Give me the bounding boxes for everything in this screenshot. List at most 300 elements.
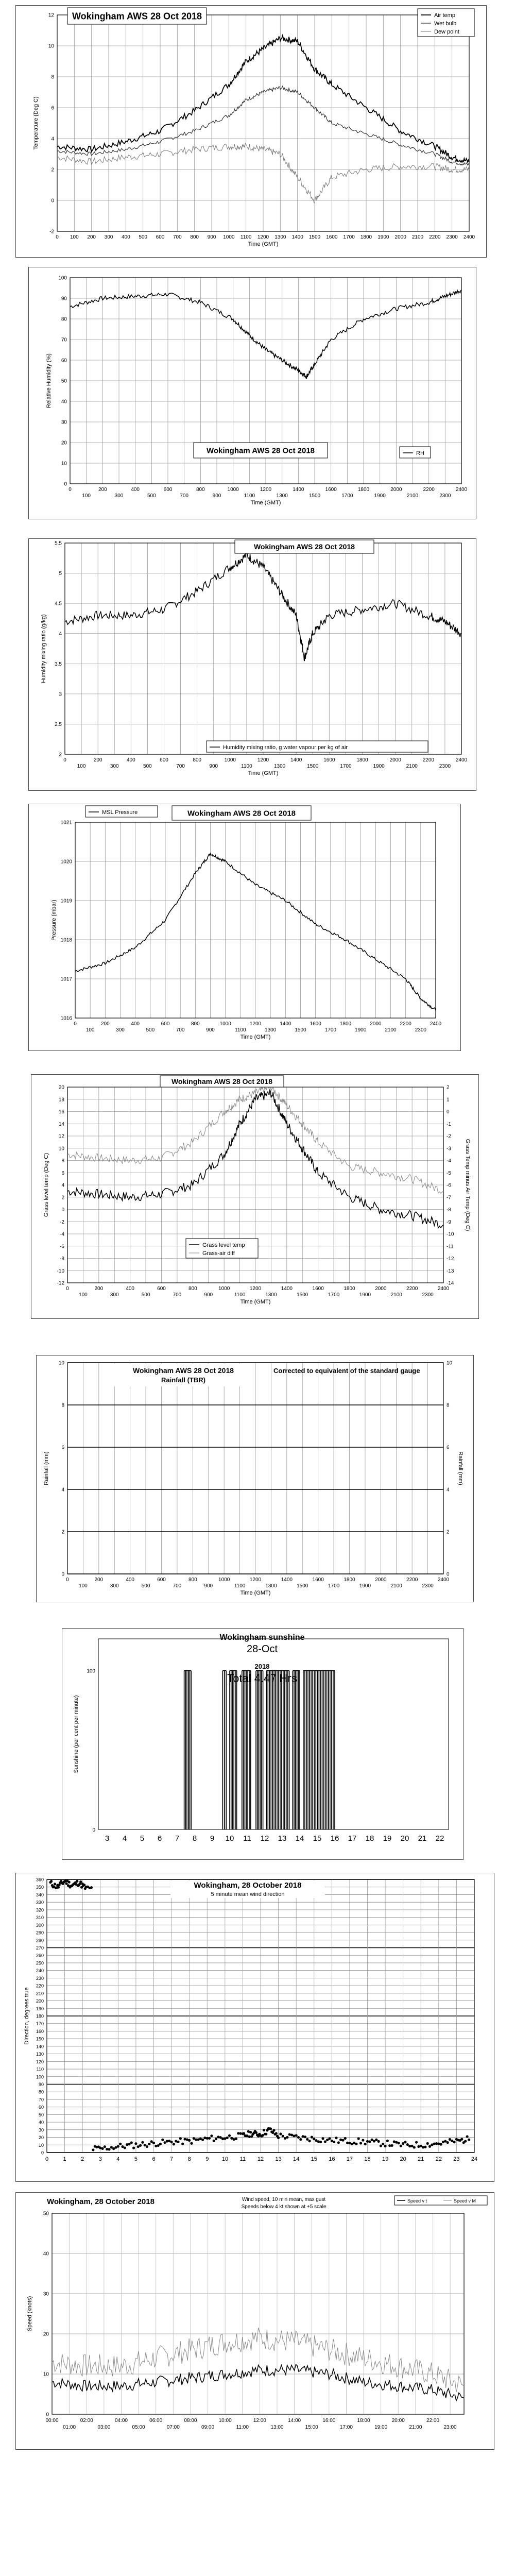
- y-tick-label: 60: [61, 358, 67, 364]
- x-tick-label: 17:00: [339, 2425, 353, 2430]
- x-tick-label: 1600: [310, 1021, 321, 1027]
- x-tick-label: 3: [105, 1834, 110, 1843]
- x-axis-label: Time (GMT): [240, 1299, 271, 1305]
- x-tick-label: 300: [110, 1292, 119, 1298]
- x-tick-label: 19:00: [374, 2425, 388, 2430]
- x-tick-label: 1900: [359, 1292, 371, 1298]
- y-tick-label: 30: [61, 419, 67, 426]
- pressure-chart: [29, 804, 459, 1049]
- direction-point: [228, 2134, 231, 2137]
- wind-speed-chart: [16, 2193, 493, 2448]
- y-tick-label: 3: [59, 691, 62, 698]
- x-tick-label: 700: [176, 764, 185, 769]
- direction-point: [101, 2147, 104, 2150]
- x-tick-label: 1900: [373, 764, 385, 769]
- x-tick-label: 10: [221, 2156, 228, 2162]
- y-tick-label: 350: [36, 1885, 44, 1890]
- x-tick-label: 1200: [257, 757, 269, 763]
- y-tick-label: 20: [58, 1084, 64, 1091]
- x-tick-label: 0: [56, 234, 59, 240]
- x-tick-label: 13:00: [270, 2425, 284, 2430]
- direction-point: [304, 2136, 306, 2138]
- y-tick-label: 130: [36, 2052, 44, 2057]
- y-tick-label: 170: [36, 2021, 44, 2027]
- y2-tick-label: 1: [447, 1097, 450, 1103]
- y-axis-label: Pressure (mbar): [51, 900, 57, 941]
- y-tick-label: 10: [61, 461, 67, 467]
- x-axis-label: Time (GMT): [248, 770, 279, 776]
- direction-point: [341, 2139, 344, 2142]
- y-tick-label: 12: [58, 1133, 64, 1140]
- y-tick-label: 6: [61, 1170, 64, 1176]
- x-tick-label: 1600: [325, 487, 337, 493]
- y-tick-label: 0: [61, 1571, 64, 1578]
- direction-point: [328, 2137, 331, 2140]
- x-tick-label: 1400: [293, 487, 304, 493]
- x-tick-label: 2000: [389, 757, 401, 763]
- y-tick-label: 8: [51, 74, 54, 80]
- y-tick-label: 200: [36, 1998, 44, 2004]
- x-tick-label: 22: [435, 2156, 442, 2162]
- x-tick-label: 23:00: [443, 2425, 457, 2430]
- x-tick-label: 4: [116, 2156, 120, 2162]
- y2-tick-label: -10: [447, 1231, 454, 1238]
- x-tick-label: 400: [126, 1286, 135, 1292]
- x-tick-label: 1700: [324, 1027, 336, 1033]
- x-tick-label: 22: [435, 1834, 444, 1843]
- x-tick-label: 1200: [249, 1577, 262, 1583]
- direction-point: [413, 2146, 416, 2148]
- chart-subtitle: Rainfall (TBR): [161, 1376, 205, 1384]
- direction-point: [210, 2134, 213, 2137]
- y-tick-label: 0: [46, 2412, 49, 2418]
- y-tick-label: 2: [59, 752, 62, 758]
- direction-point: [384, 2145, 386, 2147]
- y-tick-label: 40: [38, 2120, 44, 2125]
- x-tick-label: 1600: [323, 757, 335, 763]
- x-tick-label: 1400: [281, 1286, 293, 1292]
- x-tick-label: 1300: [276, 493, 288, 499]
- x-tick-label: 1000: [224, 757, 236, 763]
- x-tick-label: 100: [77, 764, 86, 769]
- x-tick-label: 600: [157, 1577, 166, 1583]
- direction-point: [226, 2137, 229, 2139]
- direction-point: [337, 2141, 340, 2144]
- y-tick-label: 10: [43, 2371, 49, 2378]
- x-tick-label: 1000: [218, 1286, 230, 1292]
- y-tick-label: 280: [36, 1938, 44, 1943]
- y-tick-label: 80: [38, 2089, 44, 2095]
- x-tick-label: 8: [187, 2156, 191, 2162]
- x-tick-label: 05:00: [132, 2425, 145, 2430]
- x-tick-label: 07:00: [166, 2425, 180, 2430]
- x-tick-label: 1300: [265, 1583, 277, 1589]
- y-tick-label: 1018: [60, 937, 72, 943]
- y-tick-label: 50: [38, 2112, 44, 2117]
- x-tick-label: 0: [68, 487, 72, 493]
- legend-label: Speed v M: [454, 2198, 476, 2204]
- x-tick-label: 600: [160, 757, 168, 763]
- y2-tick-label: -12: [447, 1256, 454, 1262]
- direction-point: [203, 2137, 206, 2139]
- x-tick-label: 200: [87, 234, 96, 240]
- x-tick-label: 5: [140, 1834, 145, 1843]
- direction-point: [128, 2143, 130, 2145]
- chart-title: Wokingham AWS 28 Oct 2018: [132, 1366, 234, 1375]
- x-tick-label: 08:00: [184, 2418, 197, 2424]
- legend-box: [400, 447, 431, 458]
- direction-point: [124, 2146, 126, 2149]
- direction-point: [424, 2146, 426, 2148]
- x-tick-label: 17: [348, 1834, 357, 1843]
- y-tick-label: 360: [36, 1877, 44, 1883]
- x-tick-label: 14: [293, 2156, 300, 2162]
- x-tick-label: 7: [170, 2156, 174, 2162]
- x-tick-label: 1900: [374, 493, 386, 499]
- y2-tick-label: 0: [447, 1109, 450, 1115]
- direction-point: [299, 2138, 302, 2141]
- x-tick-label: 1100: [240, 234, 252, 240]
- direction-point: [359, 2142, 362, 2144]
- y2-tick-label: -2: [447, 1133, 451, 1140]
- chart-title: Wokingham AWS 28 Oct 2018: [72, 11, 202, 22]
- x-tick-label: 2300: [439, 764, 451, 769]
- direction-point: [282, 2134, 284, 2137]
- y2-tick-label: 8: [447, 1402, 450, 1409]
- chart-note: Speeds below 4 kt shown at +5 scale: [241, 2204, 327, 2210]
- y2-tick-label: -11: [447, 1244, 454, 1250]
- x-tick-label: 10: [225, 1834, 234, 1843]
- direction-point: [397, 2142, 400, 2144]
- x-tick-label: 900: [204, 1583, 213, 1589]
- y-tick-label: 190: [36, 2006, 44, 2011]
- direction-point: [306, 2138, 308, 2141]
- y-tick-label: 100: [36, 2074, 44, 2080]
- x-tick-label: 800: [188, 1286, 197, 1292]
- x-tick-label: 1500: [308, 493, 321, 499]
- x-tick-label: 1800: [344, 1286, 355, 1292]
- x-tick-label: 300: [114, 493, 124, 499]
- legend-label: Air temp: [434, 12, 455, 19]
- x-tick-label: 16: [329, 2156, 335, 2162]
- direction-point: [422, 2146, 424, 2148]
- x-tick-label: 2400: [437, 1286, 450, 1292]
- temperature-chart-panel: [15, 5, 487, 258]
- y-tick-label: 210: [36, 1991, 44, 1996]
- x-tick-label: 1300: [273, 764, 286, 769]
- y2-tick-label: 2: [447, 1084, 450, 1091]
- y-tick-label: 14: [58, 1121, 64, 1127]
- temperature-chart: [16, 6, 486, 256]
- legend-label: Wet bulb: [434, 21, 457, 27]
- direction-point: [313, 2138, 315, 2140]
- y-tick-label: 100: [58, 275, 67, 281]
- x-tick-label: 700: [180, 493, 189, 499]
- y-tick-label: 310: [36, 1915, 44, 1921]
- sunshine-burst: [266, 1671, 289, 1829]
- direction-point: [368, 2140, 371, 2143]
- direction-point: [190, 2142, 193, 2145]
- y-tick-label: 250: [36, 1960, 44, 1966]
- x-tick-label: 2200: [406, 1577, 418, 1583]
- x-tick-label: 12: [257, 2156, 264, 2162]
- direction-point: [428, 2145, 431, 2148]
- x-tick-label: 1100: [235, 1027, 246, 1033]
- x-tick-label: 6: [157, 1834, 162, 1843]
- y-tick-label: 220: [36, 1983, 44, 1989]
- direction-point: [464, 2140, 467, 2143]
- x-tick-label: 1300: [274, 234, 286, 240]
- y-tick-label: 2: [61, 1195, 64, 1201]
- y-axis-label: Relative Humidity (%): [46, 353, 52, 408]
- x-tick-label: 1700: [328, 1583, 340, 1589]
- direction-point: [382, 2143, 384, 2145]
- y2-tick-label: -6: [447, 1182, 451, 1189]
- y-tick-label: 300: [36, 1922, 44, 1928]
- x-tick-label: 1000: [223, 234, 235, 240]
- x-tick-label: 01:00: [63, 2425, 76, 2430]
- grass-temp-chart: [31, 1075, 477, 1317]
- y-tick-label: 290: [36, 1930, 44, 1936]
- direction-point: [355, 2143, 357, 2145]
- x-tick-label: 16: [330, 1834, 339, 1843]
- direction-point: [295, 2134, 298, 2137]
- x-tick-label: 300: [116, 1027, 125, 1033]
- direction-point: [233, 2138, 235, 2141]
- y-tick-label: 3.5: [55, 661, 62, 667]
- rainfall-chart: [37, 1355, 472, 1601]
- wind-direction-chart-panel: [15, 1873, 494, 2182]
- y-tick-label: 70: [38, 2097, 44, 2103]
- y-tick-label: 20: [43, 2331, 49, 2337]
- direction-point: [390, 2144, 393, 2147]
- x-tick-label: 1100: [234, 1292, 246, 1298]
- y-tick-label: 0: [64, 481, 67, 487]
- x-tick-label: 200: [93, 757, 102, 763]
- y2-tick-label: 4: [447, 1487, 450, 1493]
- x-tick-label: 6: [152, 2156, 156, 2162]
- x-tick-label: 19: [383, 1834, 392, 1843]
- y-tick-label: 8: [61, 1158, 64, 1164]
- y-tick-label: 8: [61, 1402, 64, 1409]
- x-tick-label: 2100: [390, 1583, 402, 1589]
- direction-point: [150, 2140, 153, 2143]
- x-tick-label: 1000: [218, 1577, 230, 1583]
- y-tick-label: 140: [36, 2044, 44, 2049]
- y-tick-label: 10: [58, 1146, 64, 1152]
- x-tick-label: 1900: [355, 1027, 367, 1033]
- x-tick-label: 1800: [356, 757, 368, 763]
- direction-point: [297, 2136, 300, 2139]
- direction-point: [132, 2147, 135, 2149]
- direction-point: [279, 2132, 282, 2135]
- x-tick-label: 02:00: [80, 2418, 93, 2424]
- x-tick-label: 500: [141, 1583, 150, 1589]
- x-tick-label: 2400: [455, 757, 468, 763]
- sunshine-burst: [242, 1671, 251, 1829]
- y-tick-label: 5.5: [55, 540, 62, 547]
- y-tick-label: 90: [38, 2082, 44, 2087]
- x-tick-label: 1: [63, 2156, 66, 2162]
- mixing-ratio-chart: [29, 539, 475, 789]
- chart-title: Wokingham AWS 28 Oct 2018: [187, 809, 296, 818]
- direction-point: [201, 2139, 204, 2141]
- x-tick-label: 400: [131, 1021, 140, 1027]
- x-tick-label: 100: [82, 493, 91, 499]
- x-tick-label: 200: [94, 1577, 104, 1583]
- x-tick-label: 300: [110, 764, 119, 769]
- x-tick-label: 2200: [422, 757, 434, 763]
- y-tick-label: -2: [49, 229, 54, 235]
- chart-title: Wokingham AWS 28 Oct 2018: [171, 1077, 273, 1086]
- y-tick-label: 2.5: [55, 721, 62, 727]
- direction-point: [154, 2145, 157, 2147]
- direction-point: [134, 2142, 137, 2145]
- direction-point: [371, 2139, 373, 2141]
- y-tick-label: 20: [38, 2135, 44, 2141]
- y-tick-label: 180: [36, 2013, 44, 2019]
- x-tick-label: 20: [400, 1834, 409, 1843]
- direction-point: [333, 2141, 335, 2143]
- x-axis-label: Time (GMT): [250, 500, 281, 506]
- direction-point: [437, 2143, 440, 2145]
- plot-area: [98, 1639, 449, 1829]
- y-tick-label: 80: [61, 316, 67, 323]
- direction-point: [54, 1883, 56, 1885]
- x-tick-label: 1100: [241, 764, 252, 769]
- direction-point: [406, 2143, 409, 2146]
- direction-point: [410, 2145, 413, 2147]
- direction-point: [440, 2143, 442, 2146]
- x-tick-label: 1300: [265, 1292, 277, 1298]
- legend-label: MSL Pressure: [102, 809, 138, 816]
- direction-point: [243, 2132, 245, 2134]
- sunshine-chart: [62, 1629, 462, 1858]
- direction-point: [104, 2145, 106, 2148]
- x-tick-label: 0: [74, 1021, 77, 1027]
- x-tick-label: 1500: [297, 1583, 308, 1589]
- direction-point: [161, 2139, 164, 2141]
- x-tick-label: 1400: [290, 757, 302, 763]
- direction-point: [417, 2145, 420, 2148]
- x-tick-label: 04:00: [114, 2418, 128, 2424]
- direction-point: [249, 2131, 252, 2133]
- x-tick-label: 0: [66, 1286, 69, 1292]
- x-tick-label: 1500: [307, 764, 319, 769]
- x-tick-label: 500: [139, 234, 148, 240]
- chart-subtitle: 28-Oct: [246, 1643, 278, 1655]
- direction-point: [265, 2133, 267, 2136]
- x-tick-label: 1900: [377, 234, 389, 240]
- x-tick-label: 15:00: [305, 2425, 318, 2430]
- y-tick-label: -8: [60, 1256, 64, 1262]
- x-tick-label: 1100: [244, 493, 255, 499]
- x-tick-label: 2300: [422, 1583, 434, 1589]
- x-tick-label: 1400: [280, 1021, 291, 1027]
- grass-temp-chart-panel: [31, 1074, 479, 1319]
- x-tick-label: 2300: [439, 493, 451, 499]
- direction-point: [217, 2136, 219, 2138]
- x-tick-label: 03:00: [97, 2425, 111, 2430]
- legend-label: Speed v t: [407, 2198, 427, 2204]
- x-tick-label: 2: [81, 2156, 84, 2162]
- x-tick-label: 0: [45, 2156, 49, 2162]
- x-tick-label: 900: [212, 493, 221, 499]
- x-tick-label: 400: [131, 487, 140, 493]
- x-tick-label: 19: [382, 2156, 389, 2162]
- direction-point: [50, 1880, 53, 1883]
- x-tick-label: 600: [161, 1021, 170, 1027]
- x-tick-label: 2100: [385, 1027, 397, 1033]
- x-tick-label: 1400: [281, 1577, 293, 1583]
- direction-point: [188, 2139, 191, 2142]
- direction-point: [344, 2137, 347, 2140]
- x-tick-label: 21: [418, 2156, 424, 2162]
- x-tick-label: 2200: [406, 1286, 418, 1292]
- x-tick-label: 2400: [437, 1577, 450, 1583]
- y-tick-label: 10: [38, 2142, 44, 2148]
- direction-point: [146, 2145, 148, 2148]
- y-tick-label: 0: [61, 1207, 64, 1213]
- direction-point: [65, 1882, 67, 1885]
- direction-point: [139, 2144, 142, 2147]
- direction-point: [141, 2141, 144, 2144]
- direction-point: [170, 2141, 173, 2143]
- y-tick-label: 4: [51, 136, 54, 142]
- x-tick-label: 300: [104, 234, 113, 240]
- x-tick-label: 20:00: [391, 2418, 405, 2424]
- x-tick-label: 700: [176, 1027, 185, 1033]
- y-tick-label: 110: [36, 2066, 44, 2072]
- x-tick-label: 1500: [308, 234, 321, 240]
- direction-point: [173, 2143, 175, 2145]
- x-tick-label: 2000: [394, 234, 406, 240]
- y-tick-label: 120: [36, 2059, 44, 2064]
- x-tick-label: 600: [163, 487, 173, 493]
- x-axis-label: Time (GMT): [248, 241, 279, 247]
- x-tick-label: 2200: [429, 234, 441, 240]
- x-tick-label: 2400: [463, 234, 475, 240]
- direction-point: [208, 2137, 211, 2140]
- x-tick-label: 21:00: [409, 2425, 422, 2430]
- direction-point: [339, 2139, 342, 2141]
- x-tick-label: 700: [173, 1583, 182, 1589]
- y2-tick-label: 2: [447, 1529, 450, 1535]
- x-tick-label: 2300: [415, 1027, 426, 1033]
- x-tick-label: 09:00: [201, 2425, 215, 2430]
- sunshine-burst: [293, 1671, 300, 1829]
- x-tick-label: 1800: [357, 487, 370, 493]
- direction-point: [415, 2141, 418, 2144]
- legend-label: Dew point: [434, 29, 459, 35]
- y2-tick-label: -13: [447, 1268, 454, 1274]
- x-tick-label: 300: [110, 1583, 119, 1589]
- x-tick-label: 22:00: [426, 2418, 440, 2424]
- y-tick-label: 0: [41, 2150, 44, 2156]
- x-tick-label: 1200: [249, 1286, 262, 1292]
- direction-point: [321, 2137, 324, 2140]
- x-tick-label: 3: [98, 2156, 102, 2162]
- pressure-chart-panel: [28, 804, 461, 1051]
- x-axis-label: Time (GMT): [240, 1034, 271, 1040]
- wind-speed-chart-panel: [15, 2192, 494, 2450]
- x-tick-label: 600: [157, 1286, 166, 1292]
- x-tick-label: 2100: [411, 234, 424, 240]
- direction-point: [460, 2138, 463, 2141]
- direction-point: [380, 2145, 382, 2147]
- x-tick-label: 11:00: [236, 2425, 249, 2430]
- y-tick-label: 340: [36, 1892, 44, 1897]
